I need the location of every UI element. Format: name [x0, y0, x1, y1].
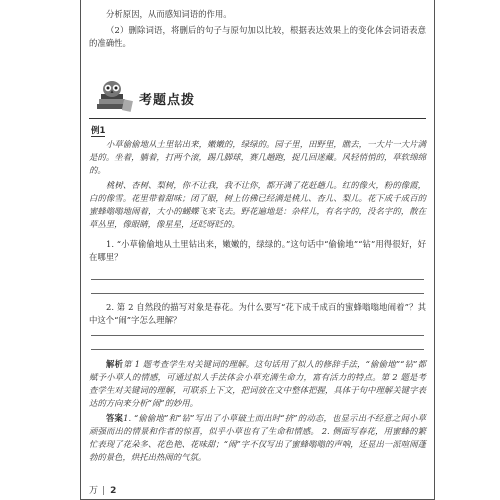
example-label-text: 例1	[91, 126, 106, 136]
answer-label: 答案	[106, 413, 124, 423]
example-label	[91, 124, 105, 136]
footer-separator: |	[102, 486, 106, 496]
page-content	[89, 8, 426, 495]
question-2-text: 2. 第 2 自然段的描写对象是春花。为什么要写“花下成千成百的蜜蜂嗡嗡地闹着”？其中这个“闹”字怎么理解？	[89, 302, 426, 325]
answer-paragraph	[89, 412, 426, 464]
answer-line	[91, 335, 424, 336]
owl-reading-books-icon	[95, 80, 135, 114]
example-passage	[89, 138, 426, 231]
footer-prefix: 万	[89, 486, 99, 496]
passage-paragraph-1: 小草偷偷地从土里钻出来，嫩嫩的，绿绿的。园子里，田野里，瞧去，一大片一大片满是的。坐着，躺着，打两个滚，踢几脚球，赛几趟跑，捉几回迷藏。风轻悄悄的，草软绵绵的。	[89, 139, 426, 175]
analysis-paragraph	[89, 358, 426, 410]
section-divider	[89, 118, 426, 119]
page-frame	[80, 0, 435, 500]
answer-block	[89, 412, 426, 464]
top-line-2: （2）删除词语，将删后的句子与原句加以比较，根据表达效果上的变化体会词语表意的准确性。	[89, 25, 426, 48]
answer-line	[91, 349, 424, 350]
top-line-1: 分析原因，从而感知词语的作用。	[106, 9, 232, 19]
page-footer	[89, 483, 116, 496]
question-2	[89, 301, 426, 327]
passage-paragraph-2: 桃树、杏树、梨树，你不让我，我不让你，都开满了花赶趟儿。红的像火，粉的像霞，白的像雪。花里带着甜味；闭了眼，树上仿佛已经满是桃儿、杏儿、梨儿。花下成千成百的蜜蜂嗡嗡地闹着，大小的蝴蝶飞来飞去。野花遍地是：杂样儿，有名字的，没名字的，散在草丛里，像眼睛，像星星，还眨呀眨的。	[89, 180, 426, 229]
section-header	[95, 80, 295, 114]
page-number: 2	[110, 486, 117, 496]
question-1-text: 1. “小草偷偷地从土里钻出来，嫩嫩的，绿绿的。”这句话中“偷偷地”“钻”用得很好，好在哪里？	[89, 239, 426, 262]
analysis-label: 解析	[106, 359, 124, 369]
analysis-block	[89, 358, 426, 410]
answer-text: 1. “偷偷地”和“钻”写出了小草破土而出时“挤”的动态，也显示出不经意之间小草顽强而出的情景和作者的惊喜，似乎小草也有了生命和情感。 2. 侧面写春花，用蜜蜂的繁忙表现了花朵多、花色艳、花味甜；“闹”字不仅写出了蜜蜂嗡嗡的声响，还显出一派喧闹蓬勃的景色，烘托出热闹的气氛。	[89, 413, 426, 462]
answer-line	[91, 279, 424, 280]
answer-line	[91, 293, 424, 294]
top-paragraphs	[89, 8, 426, 50]
section-title: 考题点拨	[139, 93, 196, 108]
analysis-text: 第 1 题考查学生对关键词的理解。这句话用了拟人的修辞手法，“偷偷地”“钻”都赋予小草人的情感，可通过拟人手法体会小草充满生命力，富有活力的特点。第 2 题是考查学生对关键词的理解，可联系上下文，把词放在文中整体把握，具体于句中理解关键字表达的方向来分析“闹”的妙用。	[89, 359, 427, 408]
question-1	[89, 238, 426, 264]
